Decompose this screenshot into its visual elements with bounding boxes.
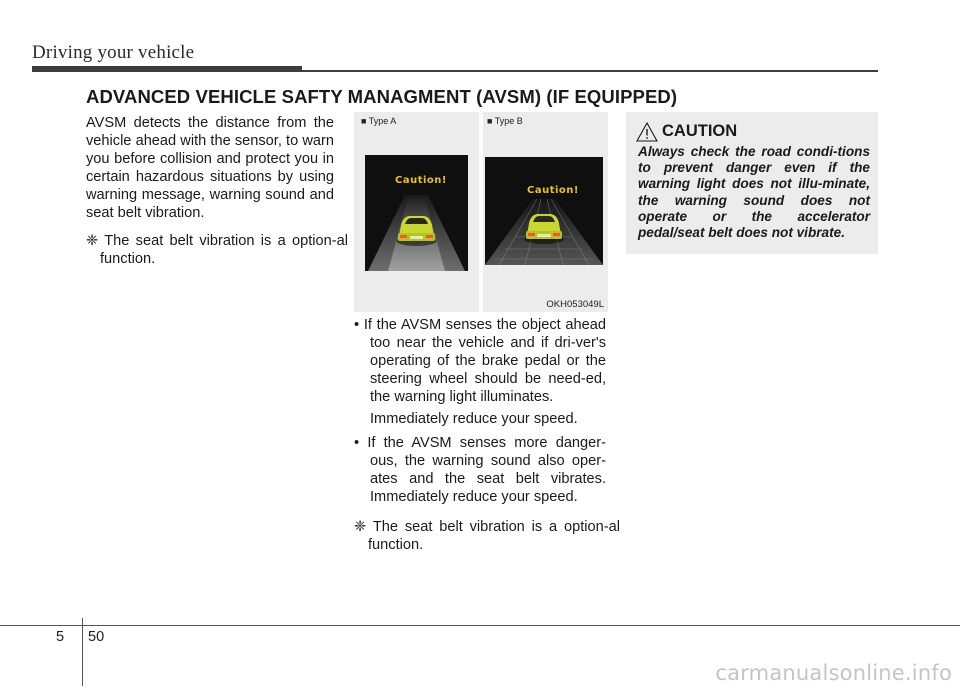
cluster-screen-a [365, 155, 468, 271]
note-seat-belt-1: ❈ The seat belt vibration is a option-al function. [86, 233, 348, 267]
screen-caution-text-a: Caution! [395, 175, 447, 186]
footer-divider [82, 618, 83, 686]
header-title: Driving your vehicle [32, 42, 195, 63]
chapter-number: 5 [56, 629, 65, 645]
figure-panel-type-a [354, 112, 479, 312]
caution-heading: CAUTION [662, 122, 738, 140]
section-title: ADVANCED VEHICLE SAFTY MANAGMENT (AVSM) (IF EQUIPPED) [86, 86, 678, 107]
bullet-warning-sound: • If the AVSM senses more danger-ous, the warning sound also oper-ates and the seat belt vibrates. Immediately reduce your speed. [354, 435, 606, 505]
screen-caution-text-b: Caution! [527, 185, 579, 196]
type-a-label: ■ Type A [361, 116, 397, 126]
avsm-figure [354, 112, 608, 312]
header-rule-thick [32, 66, 302, 72]
header-rule-thin [302, 70, 878, 72]
bullet-list [354, 316, 606, 510]
bullet-warning-light-continuation: Immediately reduce your speed. [370, 411, 578, 427]
warning-triangle-icon [636, 122, 658, 142]
car-ahead-illustration-a [365, 155, 468, 271]
note-seat-belt-2: ❈ The seat belt vibration is a option-al function. [354, 519, 620, 553]
intro-paragraph: AVSM detects the distance from the vehicle ahead with the sensor, to warn you before collision and protect you in certain hazardous situations by using warning message, warning sound and seat belt vibration. [86, 115, 334, 221]
cluster-screen-b [485, 157, 603, 265]
car-ahead-illustration-b [485, 157, 603, 265]
type-b-label: ■ Type B [487, 116, 523, 126]
bullet-warning-light: • If the AVSM senses the object ahead too near the vehicle and if dri-ver's operating of the brake pedal or the steering wheel should be need-ed, the warning light illuminates. [354, 317, 606, 405]
figure-panel-type-b [483, 112, 608, 312]
footer-rule [0, 625, 960, 626]
page-number: 50 [88, 629, 105, 645]
caution-box [626, 112, 878, 254]
watermark: carmanualsonline.info [715, 661, 952, 685]
figure-code: OKH053049L [546, 299, 604, 310]
caution-body: Always check the road condi-tions to prevent danger even if the warning light does not illu-minate, the warning sound does not operate or the accelerator pedal/seat belt does not vibrate. [638, 144, 870, 241]
